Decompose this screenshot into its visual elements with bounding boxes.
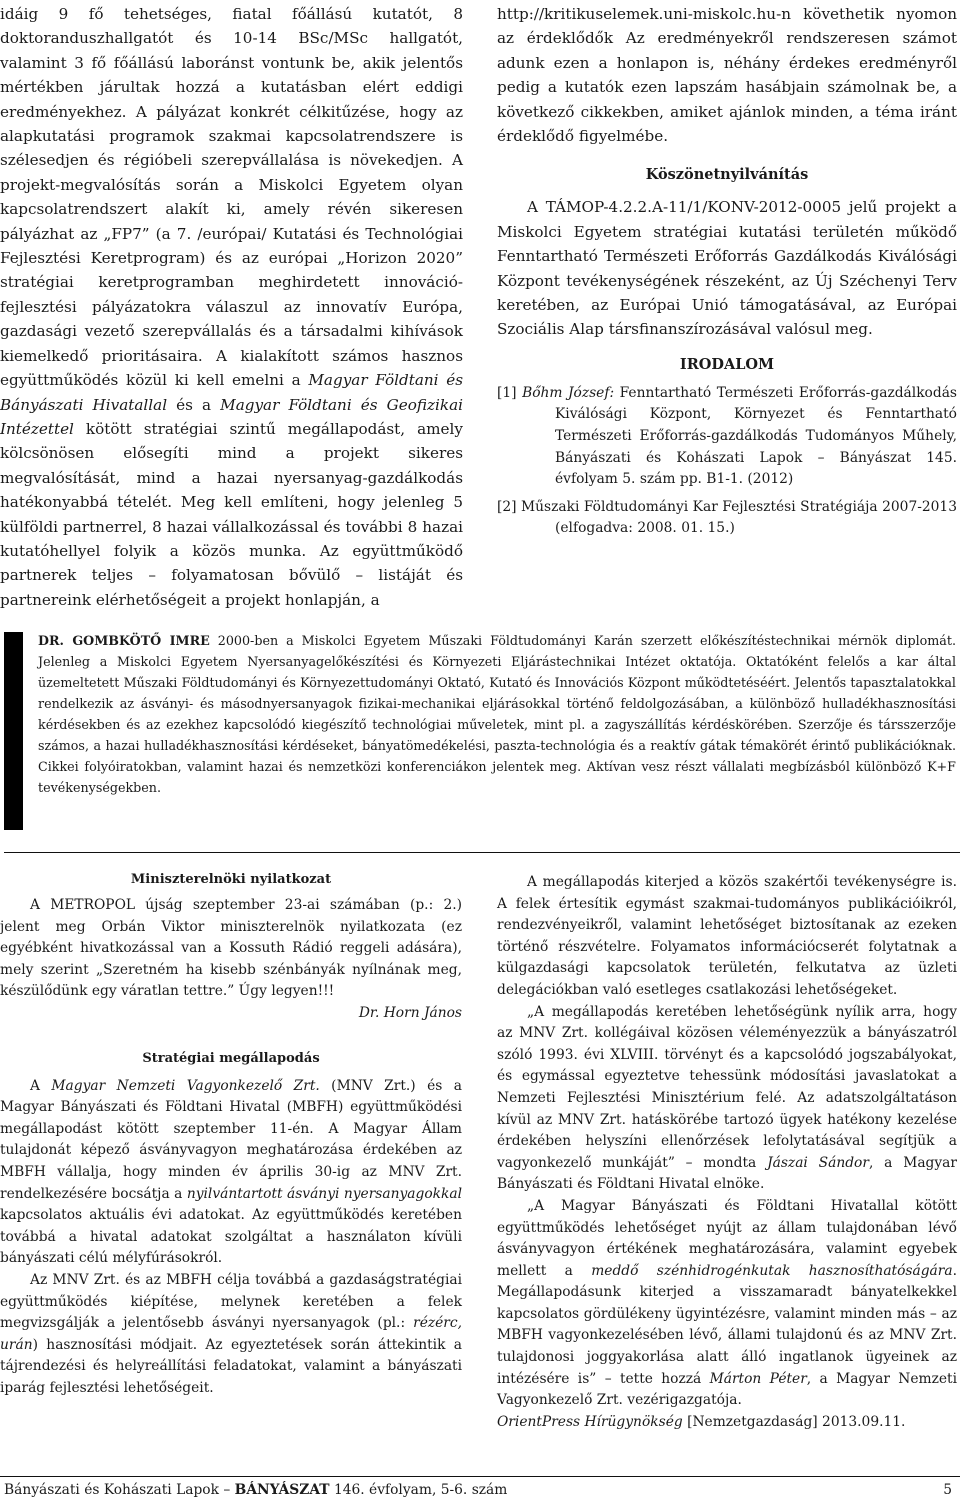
section-divider <box>4 852 960 853</box>
news-right-column <box>497 872 957 1433</box>
acknowledgement-heading: Köszönetnyilvánítás <box>645 166 809 184</box>
bio-bar <box>4 632 23 830</box>
news-source: OrientPress Hírügynökség [Nemzetgazdaság] 2013.09.11. <box>497 1413 906 1430</box>
body-paragraph: http://kritikuselemek.uni-miskolc.hu-n követhetik nyomon az érdeklődők Az eredményekről rendszeresen számot adunk ezen a honlapon is, néhány érdekes eredményről pedig a kutatók ezen lapszám hasábjain számolnak be, a következő cikkekben, amiket ajánlok minden, a téma iránt érdeklődő figyelmébe. <box>497 5 957 146</box>
bio-text: DR. GOMBKÖTŐ IMRE 2000-ben a Miskolci Egyetem Műszaki Földtudományi Karán szerzett előkészítéstechnikai mérnök diplomát. Jelenleg a Miskolci Egyetem Nyersanyagelőkészítési és Környezeti Eljárástechnikai Intézet oktatója. Oktatóként felelős a kar által üzemeltetett Műszaki Földtudományi és Környezettudományi Oktató, Kutató és Innovációs Központ működtetéséért. Jelentős tapasztalatokkal rendelkezik az ásványi- és másodnyersanyagok fizikai-mechanikai eljárásokkal történő feldolgozásában, a különböző hulladékhasznosítási kérdésekben és az ezekhez kapcsolódó kiegészítő technológiai műveletek, mint pl. a zagyszállítás kérdéskörében. Szerzője és társszerzője számos, a hazai hulladékhasznosítási kérdéseket, bányatömedékelési, paszta-technológia és a reaktív gátak témakörét érintő publikációknak. Cikkei folyóiratokban, valamint hazai és nemzetközi konferenciákon jelentek meg. Aktívan vesz részt vállalati megbízásból különböző K+F tevékenységekben. <box>38 633 956 795</box>
body-paragraph: idáig 9 fő tehetséges, fiatal főállású kutatót, 8 doktoranduszhallgatót és 10-14 BSc/MSc hallgatót, valamint 3 fő főállású laboránst vontunk be, akik jelentős mértékben járultak hozzá a kutatásban elért eddigi eredményekhez. A pályázat konkrét célkitűzése, hogy az alapkutatási programok szakmai kapcsolatrendszere is szélesedjen és régióbeli szerepvállalása is növekedjen. A projekt-megvalósítás során a Miskolci Egyetem olyan kapcsolatrendszert alakít ki, amely révén sikeresen pályázhat az „FP7” (a 7. /európai/ Kutatási és Technológiai Fejlesztési Keretprogram) és az európai „Horizon 2020” stratégiai keretprogramban meghirdetett innováció-fejlesztési pályázatokra válaszul az innovatív Európa, gazdasági vezető szerepvállalás és a társadalmi kihívások kiemelkedő prioritásaira. A kialakított számos hasznos együttműködés közül ki kell emelni a Magyar Földtani és Bányászati Hivatallal és a Magyar Földtani és Geofizikai Intézettel kötött stratégiai szintű megállapodást, amely kölcsönösen elősegíti mind a projekt sikeres megvalósítását, mind a hazai nyersanyag-gazdálkodás hatékonyabbá tételét. Meg kell említeni, hogy jelenleg 5 külföldi partnerrel, 8 hazai vállalkozással és további 8 hazai kutatóhellyel folyik a közös munka. Az együttműködő partnerek teljes – folyamatosan bővülő – listáját és partnereink elérhetőségeit a projekt honlapján, a <box>0 5 463 609</box>
news-paragraph: A megállapodás kiterjed a közös szakértői tevékenységre is. A felek értesítik egymást szakmai-tudományos publikációikról, rendezvényeikről, valamint lehetőséget biztosítanak az ezeken történő részvételre. Folyamatos információcserét folytatnak a külgazdasági kapcsolatok területén, felkutatva az üzleti delegációkban való esetleges csatlakozási lehetőségeket. <box>497 874 957 998</box>
news-left-column <box>0 872 462 1399</box>
author-name: DR. GOMBKÖTŐ IMRE <box>38 633 210 648</box>
top-left-column <box>0 2 463 612</box>
author-bio <box>38 630 956 798</box>
news-paragraph: Az MNV Zrt. és az MBFH célja továbbá a gazdaságstratégiai együttműködés kiépítése, melynek keretében a felek megvizsgálják a jelentősebb ásványi nyersanyagok (pl.: rézérc, urán) hasznosítási módjait. Az egyeztetések során áttekintik a tájrendezési és helyreállítási feladatokat, valamint a bányászati iparág fejlesztési lehetőségeit. <box>0 1271 462 1396</box>
footer-divider <box>0 1476 960 1477</box>
reference-item: [1] Bőhm József: Fenntartható Természeti Erőforrás-gazdálkodás Kiválósági Központ, Környezet és Fenntartható Természeti Erőforrás-gazdálkodás Tudományos Műhely, Bányászati és Kohászati Lapok – Bányászat 145. évfolyam 5. szám pp. B1-1. (2012) <box>497 384 957 488</box>
footer-journal: Bányászati és Kohászati Lapok – BÁNYÁSZAT 146. évfolyam, 5-6. szám <box>4 1482 508 1498</box>
news-heading: Stratégiai megállapodás <box>142 1050 320 1066</box>
news-paragraph: „A megállapodás keretében lehetőségünk nyílik arra, hogy az MNV Zrt. kollégáival közösen véleményezzük a bányászatról szóló 1993. évi XLVIII. törvényt és a kapcsolódó jogszabályokat, és egymással egyeztetve tehessünk módosítási javaslatokat a Nemzeti Fejlesztési Minisztérium felé. Az adatszolgáltatáson kívül az MNV Zrt. hatáskörébe tartozó ügyek hatékony kezelése érdekében helyszíni ellenőrzések lefolytatásával segítjük a vagyonkezelő munkáját” – mondta Jászai Sándor, a Magyar Bányászati és Földtani Hivatal elnöke. <box>497 1003 957 1193</box>
top-right-column <box>497 2 957 540</box>
acknowledgement-text: A TÁMOP-4.2.2.A-11/1/KONV-2012-0005 jelű projekt a Miskolci Egyetem stratégiai kutatási területén működő Fenntartható Természeti Erőforrás Gazdálkodás Kiválósági Központ tevékenységének részeként, az Új Széchenyi Terv keretében, az Európai Unió támogatásával, az Európai Szociális Alap társfinanszírozásával valósul meg. <box>497 198 957 339</box>
references-heading: IRODALOM <box>679 355 775 373</box>
reference-item: [2] Műszaki Földtudományi Kar Fejlesztési Stratégiája 2007-2013 (elfogadva: 2008. 01. 15.) <box>497 498 957 537</box>
news-paragraph: A METROPOL újság szeptember 23-ai számában (p.: 2.) jelent meg Orbán Viktor miniszterelnök nyilatkozata (ez egyébként hivatkozással van a Kossuth Rádió reggeli adására), mely szerint „Szeretném ha kisebb szénbányák nyílnának meg, készülődünk egy váratlan tettre.” Úgy legyen!!! <box>0 897 462 1000</box>
news-paragraph: „A Magyar Bányászati és Földtani Hivatallal kötött együttműködés lehetőséget nyújt az állam tulajdonában lévő ásványvagyon értékének meghatározására, valamint egyebek mellett a meddő szénhidrogénkutak hasznosíthatóságára. Megállapodásunk kiterjed a visszamaradt bányatelkekkel kapcsolatos gördülékeny ügyintézésre, valamint minden más – az MBFH vagyonkezelésében lévő, állami tulajdonú és az MNV Zrt. tulajdonosi joggyakorlása alatt álló ingatlanok ügyeinek az intézésére is” – tette hozzá Márton Péter, a Magyar Nemzeti Vagyonkezelő Zrt. vezérigazgatója. <box>497 1197 957 1409</box>
news-paragraph: A Magyar Nemzeti Vagyonkezelő Zrt. (MNV Zrt.) és a Magyar Bányászati és Földtani Hivatal (MBFH) együttműködési megállapodást kötött szeptember 11-én. A Magyar Állam tulajdonát képező ásványvagyon meghatározása érdekében az MBFH vállalja, hogy minden év április 30-ig az MNV Zrt. rendelkezésére bocsátja a nyilvántartott ásványi nyersanyagokkal kapcsolatos aktuális évi adatokat. Az együttműködés keretében továbbá a hivatal adatokat szolgáltat a használaton kívüli bányászati célú mélyfúrásokról. <box>0 1077 462 1267</box>
page-number: 5 <box>943 1482 952 1498</box>
signature: Dr. Horn János <box>358 1004 462 1021</box>
news-heading: Miniszterelnöki nyilatkozat <box>130 872 332 887</box>
